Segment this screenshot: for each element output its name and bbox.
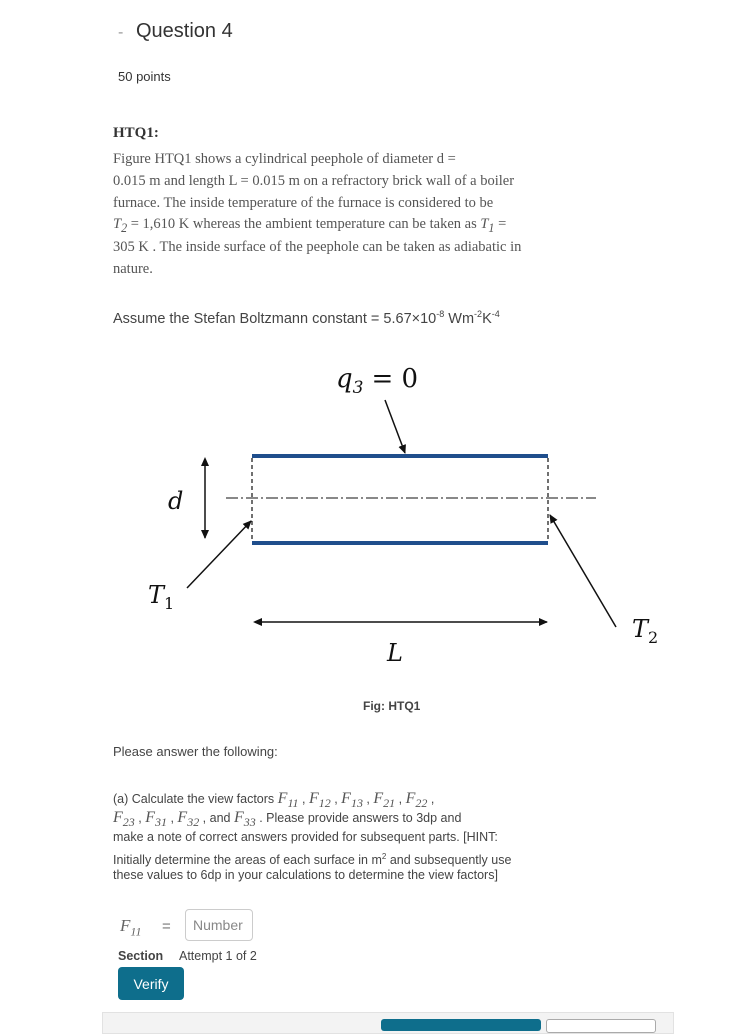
t2-arrow [550, 515, 616, 627]
part-a-line-4: Initially determine the areas of each surface in $m^2$ and subsequently use [113, 852, 512, 868]
view-factor-symbol: $F_{23}$ [113, 809, 135, 830]
q3-label: $q_3 = 0$ [336, 364, 419, 398]
peephole-figure [0, 355, 741, 695]
t1-label: $T_1$ [148, 581, 175, 613]
view-factor-symbol: $F_{32}$ [177, 809, 200, 830]
d-label: d [168, 487, 184, 515]
problem-line-2: 0.015 m and length L = 0.015 m on a refractory brick wall of a boiler [113, 173, 515, 189]
problem-line-3: furnace. The inside temperature of the furnace is considered to be [113, 195, 494, 211]
t2-label: $T_2$ [632, 615, 659, 647]
part-a-line-2: $F_{23}$ , $F_{31}$ , $F_{32}$ , and $F_{33}$ . Please provide answers to 3dp and [113, 809, 462, 830]
footer-secondary-button[interactable] [546, 1019, 656, 1033]
view-factor-symbol: $F_{13}$ [341, 790, 363, 811]
view-factor-symbol: $F_{31}$ [145, 809, 167, 830]
section-label: Section [118, 949, 164, 963]
verify-button[interactable]: Verify [118, 967, 184, 1000]
figure-caption: Fig: HTQ1 [363, 699, 421, 713]
answer-label-f11: $F_{11}$ [120, 916, 142, 939]
view-factor-symbol: $F_{21}$ [373, 790, 396, 811]
question-points: 50 points [118, 69, 171, 84]
t1-symbol: $T_1$ [480, 216, 495, 235]
problem-line-4: $T_2 = 1,610$ K whereas the ambient temperature can be taken as $T_1$ = [113, 216, 507, 235]
instructions-intro: Please answer the following: [113, 744, 278, 759]
view-factor-symbol: $F_{22}$ [405, 790, 428, 811]
view-factor-symbol: $F_{12}$ [308, 790, 331, 811]
part-a-line-3: make a note of correct answers provided for subsequent parts. [HINT: [113, 830, 498, 844]
problem-heading: HTQ1: [113, 125, 159, 141]
problem-line-1: Figure HTQ1 shows a cylindrical peephole of diameter d = [113, 151, 456, 167]
stefan-boltzmann-note: Assume the Stefan Boltzmann constant = $5.67\times 10^{-8}$ $Wm^{-2}K^{-4}$ [113, 309, 500, 327]
f11-number-input[interactable] [185, 909, 253, 941]
footer-primary-button[interactable] [381, 1019, 541, 1031]
attempt-counter: Attempt 1 of 2 [179, 949, 257, 963]
t2-symbol: $T_2$ [113, 216, 128, 235]
problem-line-5: 305 K . The inside surface of the peephole can be taken as adiabatic in [113, 239, 522, 255]
answer-equals: = [162, 918, 171, 935]
view-factor-symbol: $F_{33}$ [233, 809, 256, 830]
part-a-line-1: (a) Calculate the view factors $F_{11}$ , $F_{12}$ , $F_{13}$ , $F_{21}$ , $F_{22}$ , [113, 790, 435, 811]
t1-arrow [187, 521, 251, 588]
question-title: Question 4 [136, 20, 233, 42]
problem-line-6: nature. [113, 261, 153, 277]
q3-arrow [385, 400, 405, 453]
l-label: L [387, 639, 403, 667]
part-a-line-5: these values to 6dp in your calculations to determine the view factors] [113, 868, 498, 882]
collapse-toggle-icon[interactable]: - [118, 24, 124, 41]
view-factor-symbol: $F_{11}$ [277, 790, 299, 811]
